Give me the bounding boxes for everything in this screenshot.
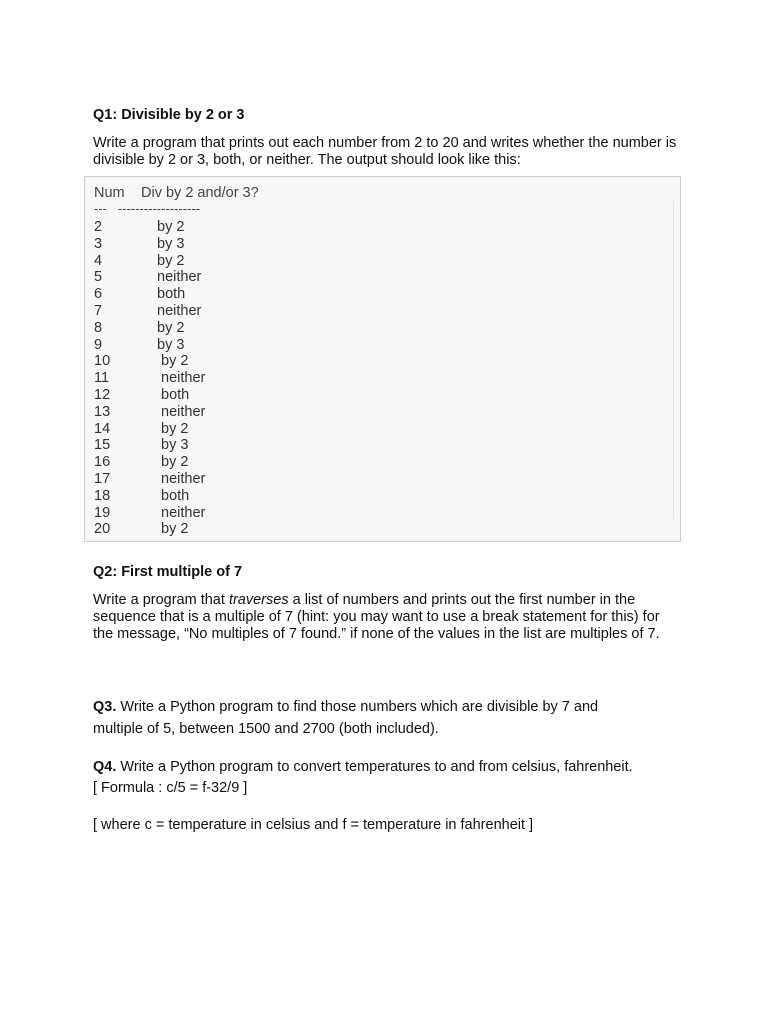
- row-num: 9: [94, 336, 103, 353]
- row-div: by 2: [161, 454, 189, 471]
- q4-label: Q4.: [93, 759, 117, 775]
- row-div: by 2: [157, 252, 185, 269]
- q4-where: [ where c = temperature in celsius and f = temperature in fahrenheit ]: [93, 817, 534, 833]
- row-div: neither: [157, 302, 202, 319]
- q3-text-1: Write a Python program to find those numbers which are divisible by 7 and: [116, 699, 599, 715]
- table-separator: --- -------------------: [94, 201, 201, 216]
- table-row: [94, 303, 672, 320]
- row-num: 17: [94, 470, 111, 487]
- q2-title: Q2: First multiple of 7: [93, 564, 243, 580]
- code-box-rule: [673, 201, 674, 519]
- row-div: both: [157, 286, 186, 303]
- row-num: 3: [94, 235, 103, 252]
- row-num: 4: [94, 252, 103, 269]
- table-header: [94, 184, 672, 202]
- q2-body-after: a list of numbers and prints out the first number in the sequence that is a multiple of 7 (hint: you may want to use a break statement for this) for the message, “No multiples of 7 found.” if none of the values in the list are multiples of 7.: [93, 592, 660, 642]
- q1-title: Q1: Divisible by 2 or 3: [93, 107, 245, 123]
- row-num: 13: [94, 403, 111, 420]
- table-row: [94, 269, 672, 286]
- header-num: Num: [94, 185, 125, 201]
- q4-formula: [ Formula : c/5 = f-32/9 ]: [93, 780, 248, 796]
- row-num: 2: [94, 219, 103, 235]
- row-num: 10: [94, 353, 111, 370]
- table-row: [94, 320, 672, 337]
- q3-line-2: multiple of 5, between 1500 and 2700 (both included).: [93, 721, 439, 737]
- table-row: [94, 219, 672, 236]
- q3-line-1: [93, 699, 598, 715]
- row-div: neither: [161, 403, 206, 420]
- row-num: 6: [94, 286, 103, 303]
- row-div: by 2: [161, 353, 189, 370]
- table-row: [94, 454, 672, 471]
- row-num: 15: [94, 437, 111, 454]
- table-row: [94, 236, 672, 253]
- q2-body-before: Write a program that: [93, 592, 229, 608]
- row-num: 7: [94, 302, 103, 319]
- row-div: both: [161, 487, 190, 504]
- q1-output-table: [94, 184, 672, 538]
- table-row: [94, 337, 672, 354]
- row-div: by 3: [157, 336, 185, 353]
- q4-line-1: [93, 759, 633, 775]
- row-div: neither: [161, 504, 206, 521]
- row-num: 18: [94, 487, 111, 504]
- row-num: 16: [94, 454, 111, 471]
- table-row: [94, 404, 672, 421]
- q4-text-1: Write a Python program to convert temperatures to and from celsius, fahrenheit.: [116, 759, 633, 775]
- row-div: by 3: [161, 437, 189, 454]
- q3-label: Q3.: [93, 699, 117, 715]
- table-row: [94, 505, 672, 522]
- row-num: 12: [94, 386, 111, 403]
- table-row: [94, 353, 672, 370]
- row-div: both: [161, 386, 190, 403]
- q2-body: [93, 592, 683, 643]
- row-num: 8: [94, 319, 103, 336]
- row-div: by 2: [157, 219, 185, 235]
- row-div: by 2: [161, 521, 189, 538]
- table-row: [94, 387, 672, 404]
- row-div: by 2: [161, 420, 189, 437]
- table-row: [94, 370, 672, 387]
- table-rows: [94, 219, 672, 538]
- table-row: [94, 471, 672, 488]
- row-div: by 3: [157, 235, 185, 252]
- row-num: 19: [94, 504, 111, 521]
- row-div: neither: [157, 269, 202, 286]
- table-row: [94, 286, 672, 303]
- row-num: 20: [94, 521, 111, 538]
- q1-output-box: [84, 176, 681, 542]
- q2-body-emphasis: traverses: [228, 592, 289, 608]
- row-div: by 2: [157, 319, 185, 336]
- table-row: [94, 437, 672, 454]
- q1-body: Write a program that prints out each number from 2 to 20 and writes whether the number is divisible by 2 or 3, both, or neither. The output should look like this:: [93, 135, 677, 168]
- table-row: [94, 421, 672, 438]
- row-num: 11: [94, 370, 110, 387]
- table-row: [94, 253, 672, 270]
- header-div: Div by 2 and/or 3?: [141, 185, 259, 201]
- row-num: 14: [94, 420, 111, 437]
- row-num: 5: [94, 269, 103, 286]
- table-row: [94, 521, 672, 538]
- row-div: neither: [161, 370, 206, 387]
- table-row: [94, 488, 672, 505]
- row-div: neither: [161, 470, 206, 487]
